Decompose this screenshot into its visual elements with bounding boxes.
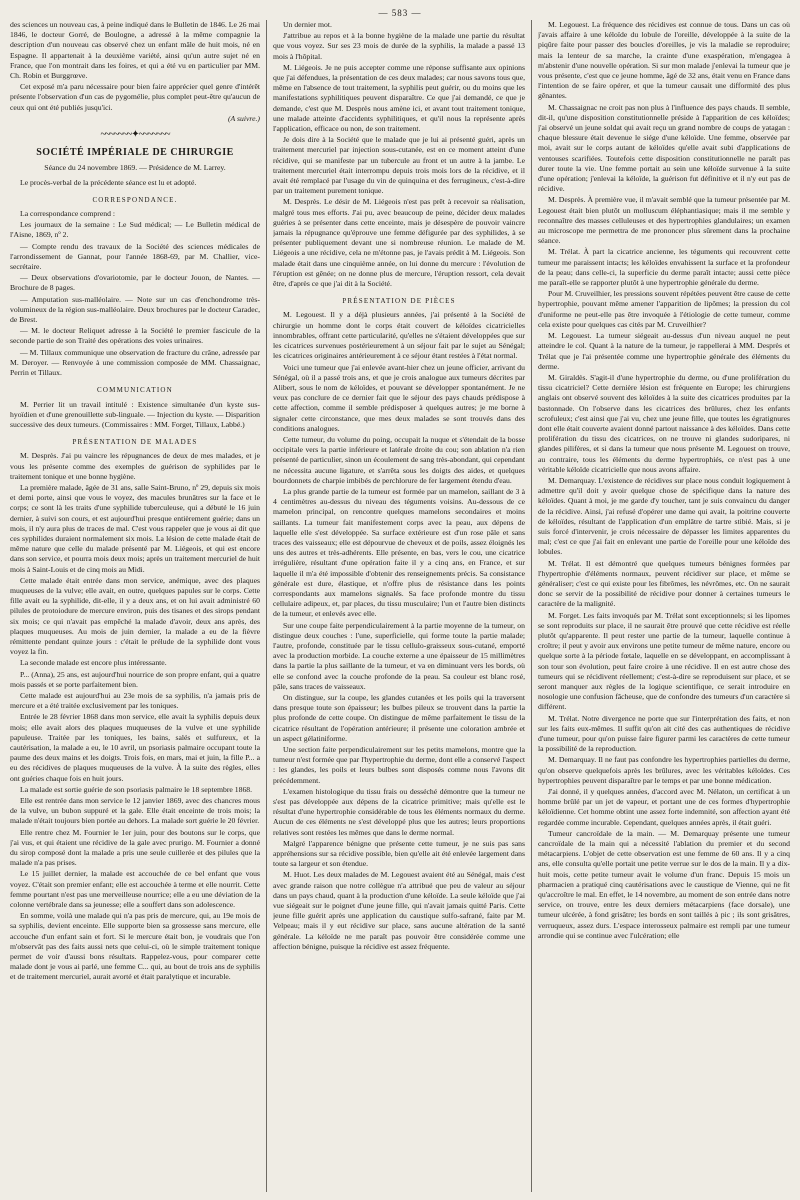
- paragraph: Elle rentre chez M. Fournier le 1er juin, pour des boutons sur le corps, que j'ai vus, et qui étaient une récidive de la gale avec prurigo. M. Fournier a donné du sirop composé dont la malade a pris une seule cuillerée et des pilules que la malade n'a pas prises.: [10, 827, 260, 868]
- section-heading: PRÉSENTATION DE PIÈCES: [342, 297, 456, 306]
- paragraph: — Deux observations d'ovariotomie, par le docteur Jouon, de Nantes. — Brochure de 8 pages.: [10, 273, 260, 293]
- paragraph: Cette malade était entrée dans mon service, anémique, avec des plaques muqueuses de la vulve; elle avait, en outre, quelques papules sur le corps. Cette fille avait eu la syphilide, dit-elle, il y a deux ans, et on lui avait administré 60 pilules de protoiodure de mercure environ, puis des tisanes et des sirops pendant six mois; ce qui n'avait pas empêché la malade d'avoir, deux ans après, des plaques muqueuses. Au mois de juin dernier, la malade a eu de la fièvre rémittente pendant quinze jours : c'était le prélude de la syphilide dont vous voyez la fin.: [10, 575, 260, 657]
- paragraph: M. Huot. Les deux malades de M. Legouest avaient été au Sénégal, mais c'est avec grande raison que notre collègue n'a attribué que peu de valeur au séjour dans un pays chaud, quant à la production d'une kéloïde. La seule kéloïde que j'ai vue siégeait sur le poignet d'une jeune fille, qui n'avait jamais quitté Paris. Cette jeune fille guérit après une application du caustique sulfo-safrané, faite par M. Velpeau; mais il y eut récidive sur place, sans aucune altération de la santé générale. La kéloïde ne me paraît pas pouvoir être considérée comme une affection bénigne, puisque la récidive est assez fréquente.: [273, 870, 525, 951]
- paragraph: M. Giraldès. S'agit-il d'une hypertrophie du derme, ou d'une prolifération du tissu cicatriciel? Cette dernière lésion est fréquente en Europe; les chirurgiens anglais ont observé souvent des kéloïdes à la suite des cicatrices produites par la bastonnade. On l'observe dans les cicatrices des brûlures, chez les enfants scrofuleux; c'est ainsi que j'ai vu, chez une jeune fille, que toutes les égratignures dont elle était couverte avaient donné partout naissance à des kéloïdes. Dans cette prolifération du tissu des cicatrices, on ne trouve ni glandes sudoripares, ni glandes pilifères, et si dans la tumeur que nous présente M. Legouest on trouve, au contraire, tous les éléments du derme hypertrophiés, ce n'est pas à une véritable kéloïde cicatricielle que nous avons affaire.: [538, 372, 790, 474]
- column-middle: [273, 20, 525, 1192]
- paragraph: Un dernier mot.: [283, 20, 332, 29]
- paragraph: Tumeur cancroïdale de la main. — M. Demarquay présente une tumeur cancroïdale de la main qui a nécessité l'ablation du premier et du second métacarpiens. L'objet de cette observation est une femme de 60 ans. Il y a cinq ans, elle consulta qu'elle portait une petite verrue sur le dos de la main. Il y a dix-huit mois, cette petite tumeur avait le volume d'un franc. Depuis 15 mois un pharmacien a pratiqué cinq cautérisations avec le caustique de Vienne, qui ne fit qu'accroître le mal. En effet, le 14 novembre, au moment de son entrée dans notre service, on trouve, entre les deux derniers métacarpiens (face dorsale), une tumeur ulcérée, à fond grisâtre; les bords en sont taillés à pic ; ils sont grisâtres, verruqueux, assez durs. L'espace interosseux palmaire est rempli par une tumeur arrondie qui se continue avec l'ulcération; elle: [538, 828, 790, 940]
- section-heading: COMMUNICATION: [97, 386, 173, 395]
- paragraph: J'attribue au repos et à la bonne hygiène de la malade une partie du résultat que vous voyez. Sur ses 23 mois de durée de la syphilis, la malade a passé 13 mois à l'hôpital.: [273, 31, 525, 61]
- paragraph: J'ai donné, il y quelques années, d'accord avec M. Nélaton, un certificat à un homme brûlé par un jet de vapeur, et portant une de ces formes d'hypertrophie kéloïdienne. Cet homme obtint une assez forte indemnité, son affection ayant été regardée comme incurable. Cependant, quelques années après, il était guéri.: [538, 787, 790, 827]
- paragraph: — M. le docteur Reliquet adresse à la Société le premier fascicule de la seconde partie de son Traité des opérations des voies urinaires.: [10, 326, 260, 346]
- paragraph: La première malade, âgée de 31 ans, salle Saint-Bruno, nº 29, depuis six mois et demi porte, ainsi que vous le voyez, des macules brunâtres sur la face et le corps; ce sont là les traits d'une syphilide tuberculeuse, qui a débuté le 16 juin dernier, à suivi son cours, et est aujourd'hui presque entièrement guérie; dans un mois, il n'y aura plus de traces de mal. C'est vous rappeler que je vous ai dit que ces syphilides duraient normalement six mois. La lésion de cette malade était de même nature que celle du malade présenté par M. Liégeois, et qui est encore dans son service, et pourra mois deux mois; après un traitement mercuriel de huit mois à Saint-Louis et de cinq mois au Midi.: [10, 482, 260, 574]
- paragraph: M. Demarquay. Il ne faut pas confondre les hypertrophies partielles du derme, qu'on observe quelquefois après les brûlures, avec les véritables kéloïdes. Ces hypertrophies peuvent disparaître par le temps et par une bonne médication.: [538, 755, 790, 785]
- paragraph: La correspondance comprend :: [20, 209, 115, 219]
- paragraph: Les journaux de la semaine : Le Sud médical; — Le Bulletin médical de l'Aisne, 1869, nº 2.: [10, 220, 260, 240]
- paragraph: On distingue, sur la coupe, les glandes cutanées et les poils qui la traversent dans presque toute son épaisseur; les bulbes pileux se trouvent dans la partie la plus profonde de cette coupe. On distingue de même parfaitement le tissu de la cicatrice résultant de l'opération antérieure; il présente une coloration ambrée et un aspect gélatiniforme.: [273, 693, 525, 743]
- session-line: Séance du 24 novembre 1869. — Présidence de M. Larrey.: [44, 163, 226, 173]
- article-columns: [10, 20, 790, 1192]
- ornament-divider: ~~~~~~~✦~~~~~~~: [100, 129, 170, 141]
- paragraph: — M. Tillaux communique une observation de fracture du crâne, adressée par M. Deroyer. — Renvoyée à une commission composée de MM. Chassaignac, Perrin et Tillaux.: [10, 347, 260, 378]
- to-be-continued: (A suivre.): [227, 113, 260, 123]
- paragraph: des sciences un nouveau cas, à peine indiqué dans le Bulletin de 1846. Le 26 mai 1846, le docteur Gorré, de Boulogne, a adressé à la même compagnie la description d'un nouveau cas observé chez un enfant mâle de huit mois, né en Espagne. Il appartenait à la deuxième variété, ainsi qu'un autre sujet né en France, que l'on montrait dans les foires, et qui a été vu en particulier par MM. Ch. Robin et Burggrœve.: [10, 20, 260, 81]
- paragraph: M. Trélat. À part la cicatrice ancienne, les téguments qui recouvrent cette tumeur me paraissent intacts; les kéloïdes envahissent la surface et la profondeur de la peau; dans celle-ci, la superficie du derme paraît intacte; aussi cette pièce me paraît-elle se rapporter plutôt à une hypertrophie générale du derme.: [538, 247, 790, 288]
- paragraph: Voici une tumeur que j'ai enlevée avant-hier chez un jeune officier, arrivant du Sénégal, où il a passé trois ans, et que je crois analogue aux tumeurs décrites par Alibert, sous le nom de kéloïdes, et pouvant se développer spontanément. Je ne veux pas conclure de ce dernier fait que le séjour des pays chauds prédispose à cette affection, comme il semble prédisposer à quelques autres; je me borne à signaler cette circonstance, que mes deux malades se sont trouvés dans des conditions analogues.: [273, 362, 525, 433]
- paragraph: M. Desprès. Le désir de M. Liégeois n'est pas prêt à recevoir sa réalisation, malgré tous mes efforts. J'ai pu, avec beaucoup de peine, décider deux malades guéries à se présenter dans cette enceinte, mais je désespère de pouvoir vaincre jamais la répugnance qu'éprouve une femme défigurée par des syphilides, à se présenter publiquement devant une si nombreuse réunion. Le malade de M. Liégeois a une récidive, cela ne m'étonne pas, je l'avais prédit à M. Liégeois. Son malade était dans une cinquième année, on lui donne du mercure : l'évolution de l'éruption est gênée; on ne donne plus de mercure, l'éruption ressort, cela devait être, d'après ce que j'ai dit à la Société.: [273, 197, 525, 289]
- paragraph: Elle est rentrée dans mon service le 12 janvier 1869, avec des chancres mous de la vulve, un bubon suppuré et la gale. Elle était enceinte de trois mois; la malade n'était toujours bien portée au dehors. La malade sort guérie le 20 février.: [10, 796, 260, 826]
- paragraph: Cette malade est aujourd'hui au 23e mois de sa syphilis, n'a jamais pris de mercure et a été traitée exclusivement par les toniques.: [10, 690, 260, 711]
- paragraph: M. Desprès. J'ai pu vaincre les répugnances de deux de mes malades, et je vous les présente comme des exemples de guérison de syphilides par le traitement tonique et une bonne hygiène.: [10, 451, 260, 481]
- paragraph: M. Legouest. La fréquence des récidives est connue de tous. Dans un cas où j'avais affaire à une kéloïde du lobule de l'oreille, développée à la suite de la piqûre faite pour passer des boucles d'oreilles, je vis la maladie se reproduire; mais la lenteur de sa marche, la crainte d'une exaspération, m'engagea à m'abstenir d'une nouvelle opération. Si sur mon malade j'enlevai la tumeur que je vous présente, c'est que ce jeune homme, âgé de 32 ans, était venu en France dans l'intention de se faire opérer, et que la tumeur causait une difformité des plus gênantes.: [538, 20, 790, 101]
- continuation-line: [10, 114, 260, 124]
- column-divider: [266, 20, 267, 1192]
- paragraph: P... (Anna), 25 ans, est aujourd'hui nourrice de son propre enfant, qui a quatre mois passés et se porte parfaitement bien.: [10, 669, 260, 689]
- paragraph: La malade est sortie guérie de son psoriasis palmaire le 18 septembre 1868.: [20, 784, 253, 794]
- column-divider: [531, 20, 532, 1192]
- paragraph: — Amputation sus-malléolaire. — Note sur un cas d'enchondrome très-volumineux de la région sus-malléolaire. Deux brochures par le docteur Caradec, de Brest.: [10, 294, 260, 325]
- paragraph: Je dois dire à la Société que le malade que je lui ai présenté guéri, après un traitement mercuriel par injection sous-cutanée, est en ce moment atteint d'une récidive, qui se manifeste par un tubercule au front et un autre à la jambe. Le traitement mercuriel était interrompu depuis trois mois lors de la récidive, et il avait été remplacé par l'usage du vin de quinquina et des ferrugineux, c'est-à-dire par un traitement purement tonique.: [273, 135, 525, 196]
- paragraph: Une section faite perpendiculairement sur les petits mamelons, montre que la tumeur n'est formée que par l'hypertrophie du derme, dont elle a conservé l'aspect : les glandes, les poils et leurs bulbes sont disposés comme nous l'avons dit précédemment.: [273, 745, 525, 785]
- column-left: [10, 20, 260, 1192]
- paragraph: M. Forget. Les faits invoqués par M. Trélat sont exceptionnels; si les lipomes se sont reproduits sur place, il ne saurait être prouvé que cette récidive est réelle plutôt qu'apparente. Il peut rester une partie de la tumeur, laquelle continue à croître; il peut y avoir aux environs une petite tumeur de même nature, encore ou quelque sorte à la période fœtale, laquelle en se développant, en accomplissant à son tour son évolution, peut faire croire à une récidive. Il en est autre chose des tumeurs qui se récidivent réellement; c'est-à-dire se reproduisent sur place, et se seront manquer aux règles de la logique scientifique, ce serait introduire en nosologie une confusion fâcheuse, que de confondre des tumeurs d'un caractère si différent.: [538, 610, 790, 712]
- section-heading: CORRESPONDANCE.: [92, 195, 178, 204]
- paragraph: En somme, voilà une malade qui n'a pas pris de mercure, qui, au 19e mois de sa syphilis, devient enceinte. Elle supporte bien sa grossesse sans mercure, elle accouche d'un enfant sain et fort. Si le mercure était bon, je voudrais que l'on m'observât pas des faits aussi nets que celui-ci, où le simple traitement tonique permet de voir d'aussi bons résultats. Rappelez-vous, pour comparer cette malade dont je vous ai parlé, une femme C... qui, au bout de trois ans de syphilis et de traitement mercuriel, aurait avorté et était paralytique et incurable.: [10, 911, 260, 982]
- paragraph: M. Trélat. Il est démontré que quelques tumeurs bénignes formées par l'hypertrophie d'éléments normaux, peuvent récidiver sur place, et même se généraliser; c'est ce qui existe pour les fibrômes, les névrômes, etc. On ne saurait donc se servir de la possibilité de récidive pour donner à certaines tumeurs le caractère de la malignité.: [538, 558, 790, 609]
- paragraph: M. Chassaignac ne croit pas non plus à l'influence des pays chauds. Il semble, dit-il, qu'une disposition constitutionnelle préside à l'apparition de ces kéloïdes; j'ai observé un jeune soldat qui avait reçu un grand nombre de coups de yatagan : chaque blessure était devenue le siége d'une kéloïde. Une femme, observée par moi, avait sur le corps autant de kéloïdes qu'elle avait subi d'applications de ventouses scarifiées. Toutefois cette disposition constitutionnelle ne paraît pas durer toute la vie. Une femme portait au sein une kéloïde survenue à la suite d'une opération; j'enlevai la kéloïde, la guérison fut définitive et il n'y eut pas de récidive.: [538, 102, 790, 194]
- paragraph: Le procès-verbal de la précédente séance est lu et adopté.: [20, 177, 197, 187]
- paragraph: L'examen histologique du tissu frais ou desséché démontre que la tumeur ne s'est pas développée aux dépens de la cicatrice primitive; mais qu'elle est le résultat d'une hypertrophie considérable de tous les éléments normaux du derme. Aucun de ces éléments ne s'est développé plus que les autres; leurs proportions relatives sont restées les mêmes que dans le derme normal.: [273, 786, 525, 837]
- paragraph: Cet exposé m'a paru nécessaire pour bien faire apprécier quel genre d'intérêt présente l'observation d'un cas de pygomélie, plus complet peut-être qu'aucun de ceux qui ont été publiés jusqu'ici.: [10, 82, 260, 112]
- paragraph: M. Perrier lit un travail intitulé : Existence simultanée d'un kyste sus-hyoïdien et d'une grenouillette sub-linguale. — Injection du kyste. — Disparition successive des deux tumeurs. (Commissaires : MM. Forget, Tillaux, Labbé.): [10, 399, 260, 429]
- paragraph: M. Liégeois. Je ne puis accepter comme une réponse suffisante aux opinions que j'ai défendues, la présentation de ces deux malades; car nous savons tous que, même en l'absence de tout traitement, la syphilis peut guérir, ou du moins que les manifestations syphilitiques peuvent disparaître. Ce que j'ai demandé, ce que je demande, c'est que M. Desprès nous amène ici, et avant tout traitement tonique, une malade atteinte d'accidents syphilitiques, et qu'il nous la représente après l'application, efficace ou non, de son traitement.: [273, 62, 525, 134]
- page-number: — 583 —: [378, 8, 422, 18]
- paragraph: La plus grande partie de la tumeur est formée par un mamelon, saillant de 3 à 4 centimètres au-dessus du niveau des téguments voisins. Au-dessous de ce mamelon principal, on rencontre quelques mamelons secondaires et moins saillants. La tumeur fait manifestement corps avec la peau, aux dépens de laquelle elle s'est développée. Sa surface extérieure est d'un rose pâle et sans traces des vaisseaux; elle est dépourvue de cheveux et de poils, assez éloignés les uns des autres et très-adhérents. Elle présente, en bas, vers le cou, une cicatrice irrégulière, résultant d'une opération faite il y a cinq ans, en France, et sur laquelle il m'a été impossible d'obtenir des renseignements précis. Sa consistance générale est dure, élastique, et n'offre plus de résistance dans les points correspondants aux mamelons signalés. Sa face profonde montre du tissu cellulaire adipeux, et, par places, du tissu musculaire; l'un et l'autre bien distincts de la tumeur, et enlevés avec elle.: [273, 486, 525, 619]
- paragraph: Malgré l'apparence bénigne que présente cette tumeur, je ne suis pas sans appréhensions sur sa récidive possible, bien qu'elle ait été enlevée largement dans toute sa largeur et son étendue.: [273, 838, 525, 869]
- paragraph: Cette tumeur, du volume du poing, occupait la nuque et s'étendait de la bosse occipitale vers la partie inférieure et latérale droite du cou; son ablation n'a rien présenté de particulier, sinon un écoulement de sang très-abondant, qui cependant ne nécessita aucune ligature, et s'arrêta sous les doigts des aides, et quelques bourdonnets de charpie imbibés de perchlorure de fer largement étendu d'eau.: [273, 434, 525, 485]
- paragraph: Entrée le 28 février 1868 dans mon service, elle avait la syphilis depuis deux mois; elle avait alors des plaques muqueuses de la vulve et une syphilide papuleuse. Traitée par les toniques, les bains, salés et sulfureux, et la cautérisation, la malade a eu, le 10 avril, un psoriasis palmaire occupant toute la paume des deux mains et les doigts. Trois fois, en mars, mai et juin, la fille P... a eu des récidives de plaques muqueuses de la vulve. À la suite des règles, elles ont guéries chaque fois en huit jours.: [10, 712, 260, 783]
- paragraph: Sur une coupe faite perpendiculairement à la partie moyenne de la tumeur, on distingue deux couches : l'une, superficielle, qui forme toute la partie malade; l'autre, profonde, constituée par le tissu cellulo-graisseux sous-cutané, emporté avec la production morbide. La couche externe a une épaisseur de 15 millimètres dans la partie la plus saillante de la tumeur, et va en diminuant vers les bords, où elle se confond avec la couche profonde de la peau. Sa couleur est blanc rosé, pâle, sans traces de vaisseaux.: [273, 620, 525, 691]
- paragraph: M. Desprès. À première vue, il m'avait semblé que la tumeur présentée par M. Legouest était bien plutôt un molluscum éléphantiasique; mais il me semble y reconnaître des masses celluleuses et des hypertrophies glandulaires; un examen au microscope me permettra de me prononcer plus sûrement dans la prochaine séance.: [538, 195, 790, 246]
- paragraph: — Compte rendu des travaux de la Société des sciences médicales de l'arrondissement de Gannat, pour l'année 1868-69, par M. Challier, vice-secrétaire.: [10, 241, 260, 272]
- paragraph: Pour M. Cruveilhier, les pressions souvent répétées peuvent être cause de cette hypertrophie, pouvant même amener l'apparition de lipômes; la pression du col d'uniforme ne peut-elle pas être invoquée à l'étiologie de cette tumeur, comme cela existe pour quelques cas cités par M. Cruveilhier?: [538, 289, 790, 329]
- paragraph: M. Legouest. Il y a déjà plusieurs années, j'ai présenté à la Société de chirurgie un homme dont le corps était couvert de kéloïdes cicatricielles innombrables, offrant cette particularité, qu'elles ne s'étaient développées que sur les cicatrices survenues postérieurement à un séjour fait par le sujet au Sénégal; les cicatrices originaires antérieurement à ce séjour étant restées à l'état normal.: [273, 310, 525, 361]
- society-title: SOCIÉTÉ IMPÉRIALE DE CHIRURGIE: [36, 147, 234, 159]
- paragraph: M. Legouest. La tumeur siégeait au-dessus d'un niveau auquel ne peut atteindre le col. Quant à la nature de la tumeur, je rappellerai à MM. Desprès et Trélat que je l'ai présentée comme une hypertrophie générale des éléments du derme.: [538, 331, 790, 371]
- paragraph: M. Trélat. Notre divergence ne porte que sur l'interprétation des faits, et non sur les faits eux-mêmes. Il suffit qu'on ait cité des cas authentiques de récidive d'une tumeur, pour qu'on puisse faire figurer parmi les caractères de cette tumeur la possibilité de la reproduction.: [538, 713, 790, 754]
- paragraph: M. Demarquay. L'existence de récidives sur place nous conduit logiquement à admettre qu'il doit y avoir quelque chose de spécifique dans la nature des kéloïdes. Quant à moi, je me garde d'y toucher, tant je suis convaincu du danger de la récidive. Ainsi, j'ai refusé d'opérer une dame qui avait, la poitrine couverte de kéloïdes, résultant de l'application d'un emplâtre de tartre stibié. Mais, si je suis forcé d'intervenir, je crois nécessaire de dépasser les limites apparentes du mal; c'est ce que j'ai fait en enlevant une partie de l'oreille pour une kéloïde des lobules.: [538, 475, 790, 557]
- column-right: [538, 20, 790, 1192]
- section-heading: PRÉSENTATION DE MALADES: [72, 438, 198, 447]
- paragraph: La seconde malade est encore plus intéressante.: [20, 658, 167, 668]
- paragraph: Le 15 juillet dernier, la malade est accouchée de ce bel enfant que vous voyez. C'était son premier enfant; elle est accouchée à terme et elle nourrit. Cette femme pourtant n'est pas une merveilleuse nourrice; elle a eu une déviation de la colonne vertébrale dans sa jeunesse; elle a souffert dans son adolescence.: [10, 869, 260, 910]
